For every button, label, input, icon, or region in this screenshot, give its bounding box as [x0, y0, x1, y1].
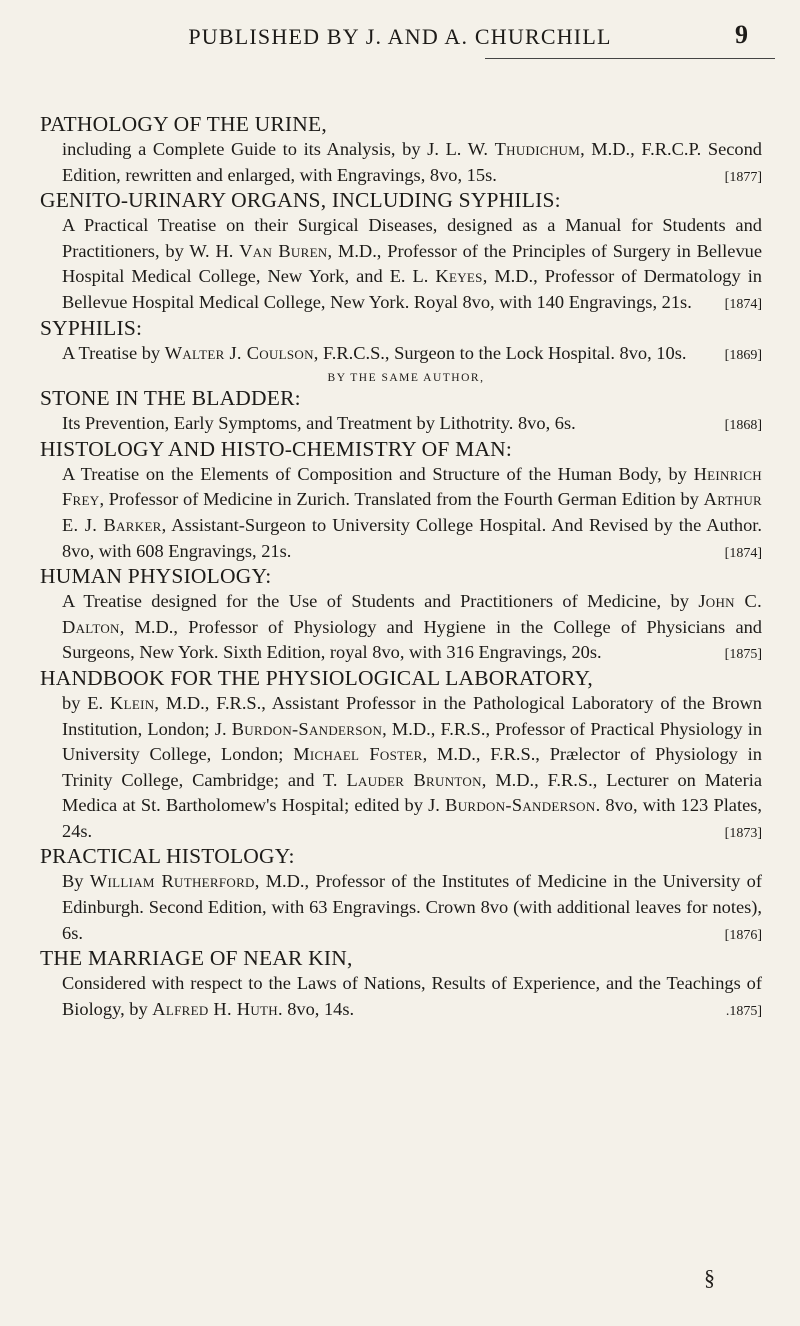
publication-year: [1876] — [724, 927, 762, 943]
author-name: Arthur E. J. Barker — [62, 489, 762, 535]
entry-text: , M.D., F.R.S., Lecturer on Materia Medica at St. Bartholomew's Hospital; edited by J. — [62, 769, 762, 816]
entry-text: Its Prevention, Early Symptoms, and Treatment by Lithotrity. 8vo, 6s. — [62, 413, 576, 434]
catalogue-entry — [40, 112, 762, 188]
entry-text: . 8vo, with 123 Plates, 24s. — [62, 795, 762, 841]
entry-text: by E. — [62, 692, 111, 713]
catalogue-entry — [40, 188, 762, 315]
entry-text: By — [62, 871, 90, 892]
entry-heading: GENITO-URINARY ORGANS, INCLUDING SYPHILIS: — [40, 188, 561, 213]
entry-description — [40, 589, 762, 666]
entry-text: , M.D., Professor of Physiology and Hygiene in the College of Physicians and Surgeons, New York. Sixth Edition, royal 8vo, with 316 Engravings, 20s. — [62, 616, 762, 663]
entry-text: Considered with respect to the Laws of Nations, Results of Experience, and the Teachings of Biology, by — [62, 973, 762, 1019]
running-header — [0, 6, 800, 56]
author-name: Burdon-Sanderson — [231, 718, 383, 739]
author-name: Klein — [110, 692, 155, 713]
entry-text: , Assistant-Surgeon to University College Hospital. And Revised by the Author. 8vo, with 608 Engravings, 21s. — [62, 514, 762, 561]
entry-description — [40, 137, 762, 188]
author-name: William Rutherford — [89, 871, 255, 892]
publication-year: [1874] — [724, 296, 762, 312]
publication-year: [1868] — [724, 418, 762, 434]
entry-text: A Treatise by — [62, 342, 165, 363]
entry-text: , M.D., F.R.S., Assistant Professor in the Pathological Laboratory of the Brown Institution, London; J. — [62, 692, 763, 739]
entry-text: A Treatise on the Elements of Composition and Structure of the Human Body, by — [62, 463, 694, 484]
entry-heading: HANDBOOK FOR THE PHYSIOLOGICAL LABORATORY, — [40, 665, 593, 690]
author-name: Heinrich Frey — [62, 463, 762, 510]
entry-heading: HUMAN PHYSIOLOGY: — [40, 564, 272, 589]
publication-year: [1873] — [724, 825, 762, 841]
entry-text: , M.D., Professor of the Principles of Surgery in Bellevue Hospital Medical College, New York, and E. L. — [62, 240, 762, 287]
entry-text: , M.D., F.R.S., Prælector of Physiology in Trinity College, Cambridge; and T. — [62, 744, 762, 790]
entry-description — [40, 213, 762, 315]
author-name: John C. Dalton — [62, 591, 762, 637]
author-name: Walter J. Coulson — [164, 342, 314, 363]
by-same-author-note: BY THE SAME AUTHOR, — [327, 372, 485, 385]
entry-text: , M.D., Professor of Dermatology in Bellevue Hospital Medical College, New York. Royal 8vo, with 140 Engravings, 21s. — [62, 266, 763, 312]
entry-heading: SYPHILIS: — [40, 315, 143, 340]
entry-text: . 8vo, 14s. — [278, 998, 355, 1019]
entry-description — [40, 869, 762, 946]
publication-year: [1875] — [724, 647, 762, 663]
author-name: Michael Foster — [293, 744, 423, 765]
entry-text: including a Complete Guide to its Analysis, by J. L. W. — [62, 139, 495, 159]
entry-text: , M.D., F.R.C.P. Second Edition, rewritten and enlarged, with Engravings, 8vo, 15s. — [62, 139, 762, 185]
author-name: Lauder Brunton — [346, 769, 482, 790]
entry-heading: STONE IN THE BLADDER: — [40, 386, 301, 411]
entry-text: , M.D., F.R.S., Professor of Practical Physiology in University College, London; — [62, 718, 763, 765]
section-mark-symbol: § — [704, 1265, 715, 1290]
catalogue-entry — [40, 316, 762, 367]
entry-description — [40, 411, 762, 437]
entry-description — [40, 341, 762, 367]
page-number: 9 — [735, 20, 748, 49]
header-rule — [485, 58, 775, 59]
publication-year: [1869] — [724, 347, 762, 363]
catalogue-entry — [40, 564, 762, 666]
entry-description — [40, 971, 762, 1022]
entry-text: A Treatise designed for the Use of Students and Practitioners of Medicine, by — [62, 591, 699, 612]
catalogue-entry — [40, 437, 762, 564]
entry-text: , Professor of Medicine in Zurich. Translated from the Fourth German Edition by — [99, 489, 704, 510]
entry-heading: PATHOLOGY OF THE URINE, — [40, 112, 327, 136]
author-name: Alfred H. Huth — [152, 998, 278, 1019]
publication-year: [1874] — [724, 545, 762, 561]
catalogue-entry — [40, 946, 762, 1022]
publication-year: .1875] — [725, 1003, 762, 1019]
entry-text: A Practical Treatise on their Surgical Diseases, designed as a Manual for Students and Practitioners, by W. H. — [62, 215, 762, 261]
catalogue-entry — [40, 844, 762, 946]
entry-description — [40, 691, 762, 845]
author-name: Keyes — [435, 266, 483, 287]
entry-heading: PRACTICAL HISTOLOGY: — [40, 844, 295, 869]
entry-heading: THE MARRIAGE OF NEAR KIN, — [40, 946, 353, 971]
entry-description — [40, 462, 762, 564]
publication-year: [1877] — [724, 169, 762, 185]
catalogue-entry — [40, 666, 762, 845]
author-name: Thudichum — [494, 139, 581, 159]
entry-text: , M.D., Professor of the Institutes of Medicine in the University of Edinburgh. Second Edition, with 63 Engravings. Crown 8vo (with additional leaves for notes), 6s. — [62, 871, 762, 943]
entry-text: , F.R.C.S., Surgeon to the Lock Hospital. 8vo, 10s. — [313, 342, 687, 363]
catalogue-list — [40, 112, 762, 1022]
entry-heading: HISTOLOGY AND HISTO-CHEMISTRY OF MAN: — [40, 436, 513, 461]
catalogue-entry — [40, 386, 762, 437]
author-name: Van Buren — [239, 240, 328, 261]
running-title: PUBLISHED BY J. AND A. CHURCHILL — [188, 24, 612, 49]
author-name: Burdon-Sanderson — [445, 795, 596, 816]
